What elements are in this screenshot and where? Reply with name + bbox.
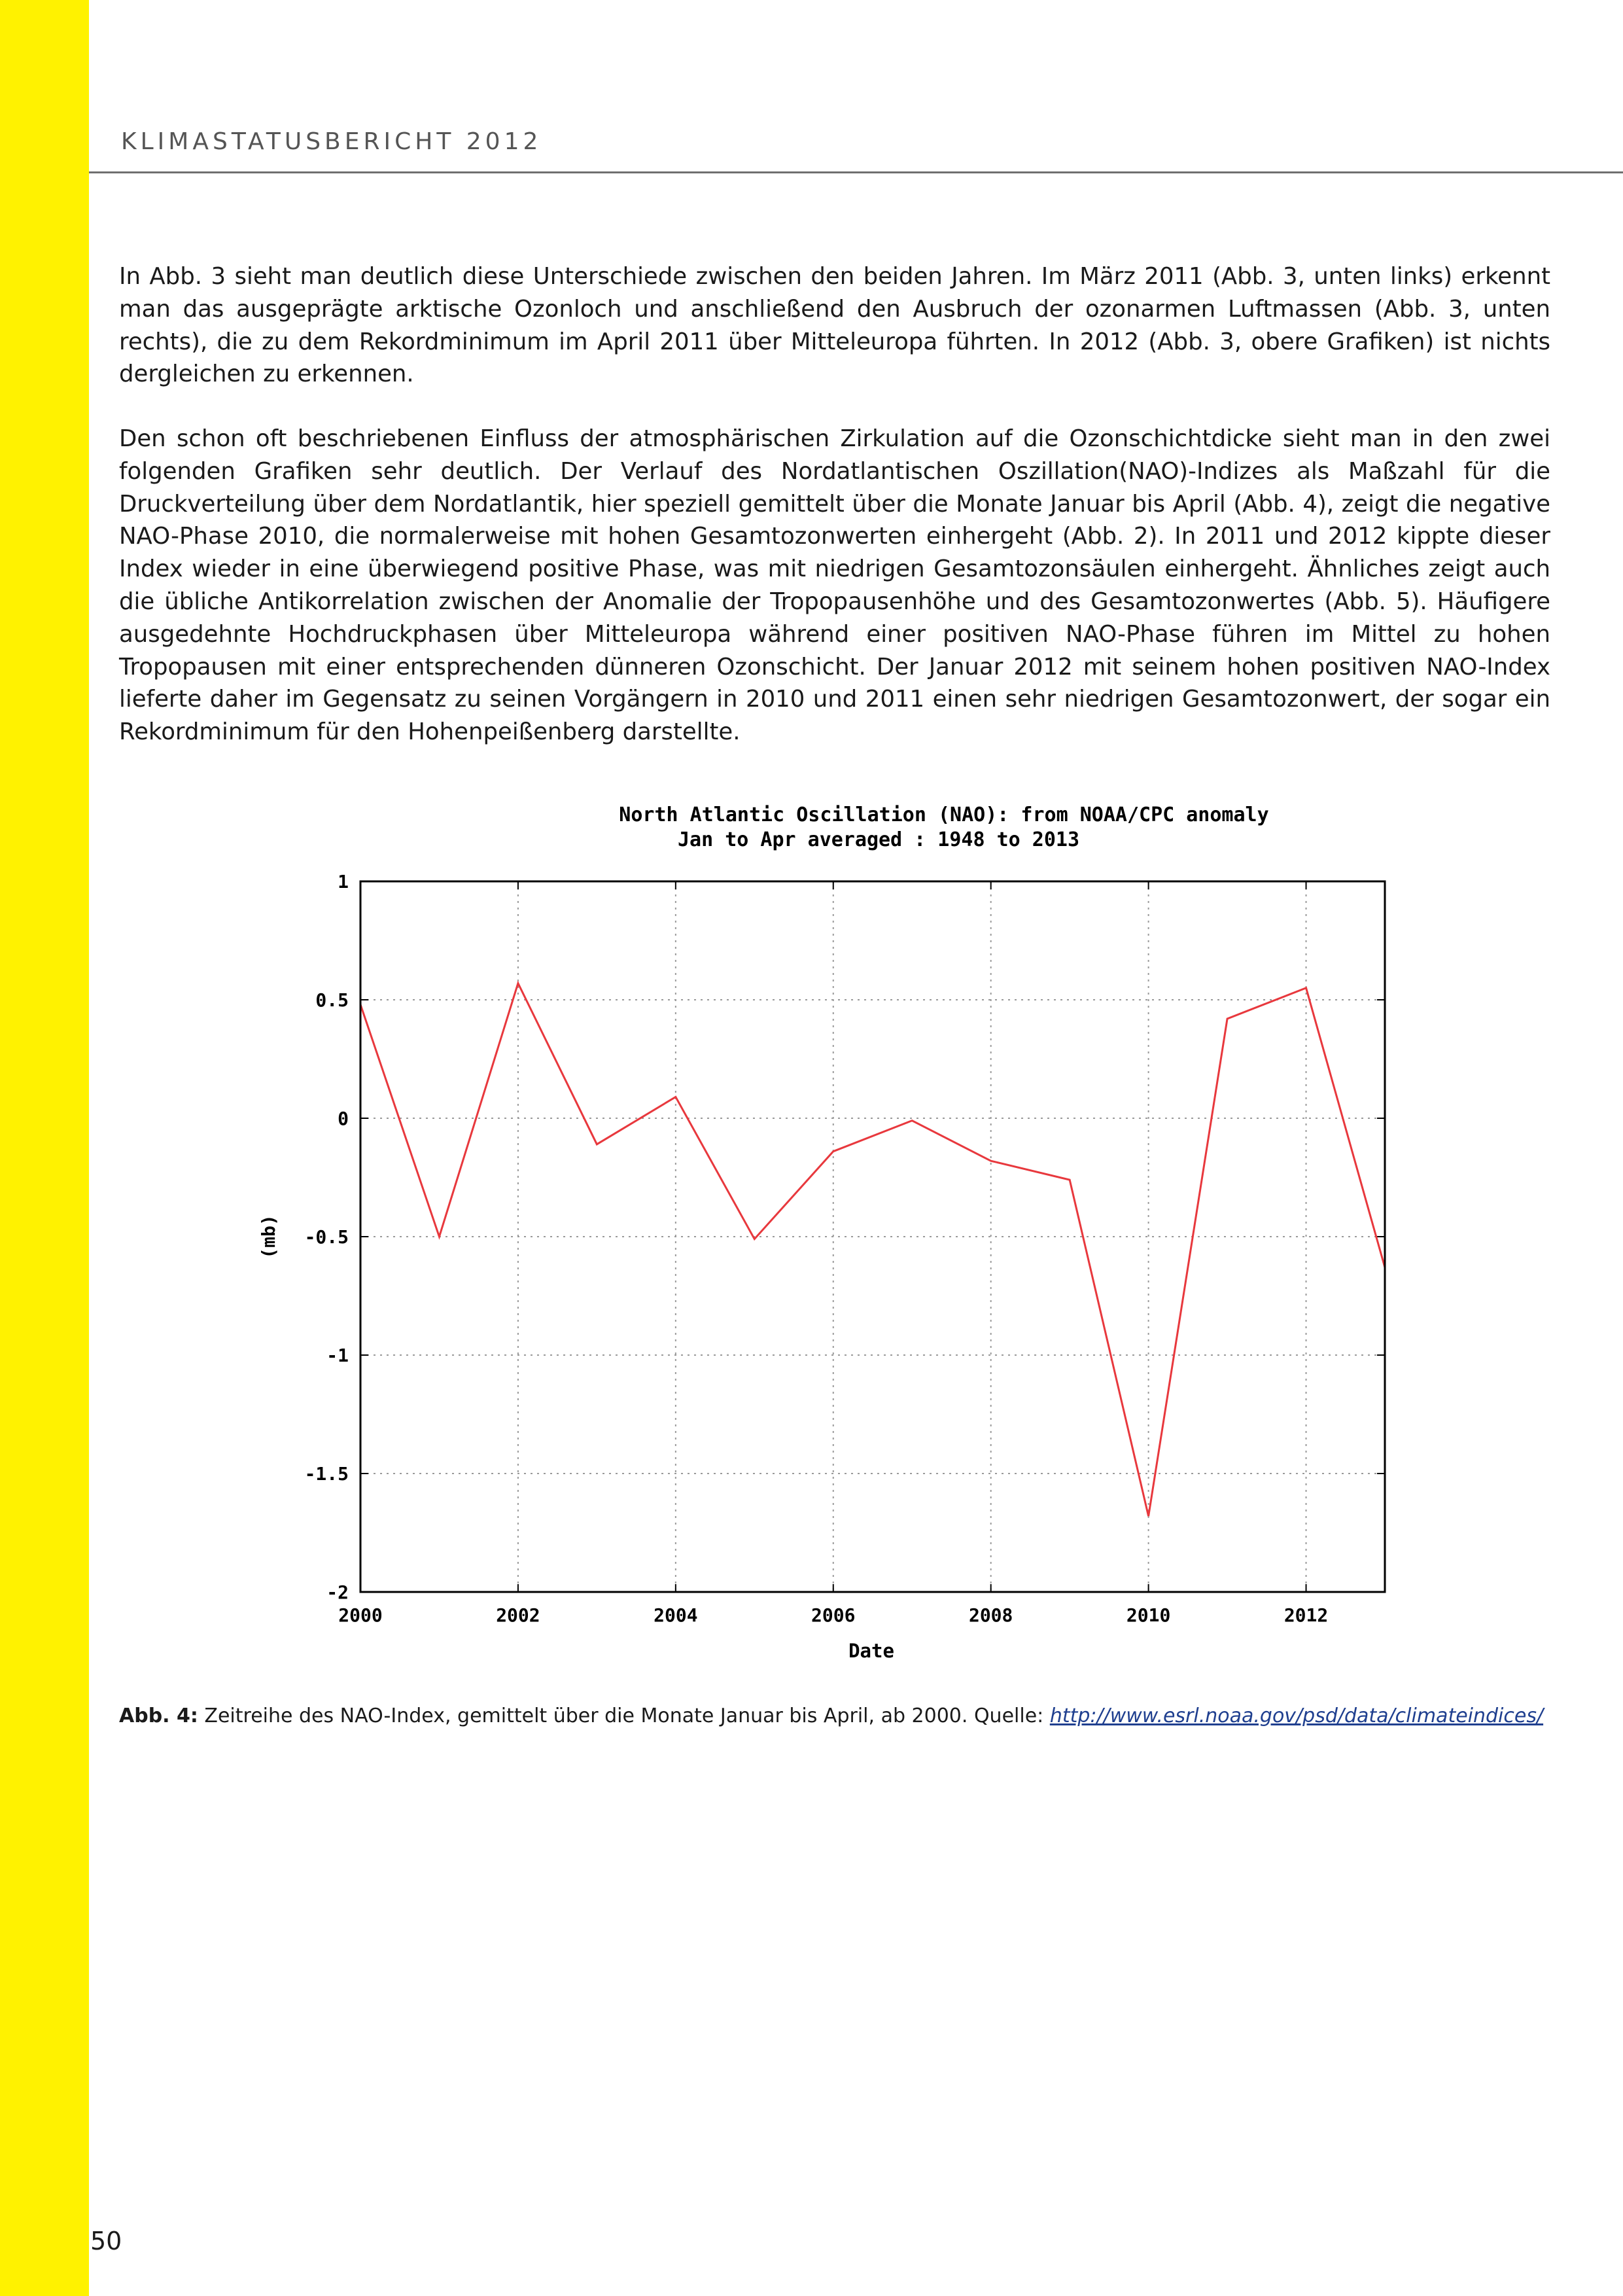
body-paragraph-2: Den schon oft beschriebenen Einfluss der atmosphärischen Zirkulation auf die Ozonschichtdicke sieht man in den zwei folgenden Grafiken sehr deutlich. Der Verlauf des Nordatlantischen Oszillation(NAO)-Indizes als Maßzahl für die Druckverteilung über dem Nordatlantik, hier speziell gemittelt über die Monate Januar bis April (Abb. 4), zeigt die negative NAO-Phase 2010, die normalerweise mit hohen Gesamtozonwerten einhergeht (Abb. 2). In 2011 und 2012 kippte dieser Index wieder in eine überwiegend positive Phase, was mit niedrigen Gesamtozonsäulen einhergeht. Ähnliches zeigt auch die übliche Antikorrelation zwischen der Anomalie der Tropopausenhöhe und des Gesamtozonwertes (Abb. 5). Häufigere ausgedehnte Hochdruckphasen über Mitteleuropa während einer positiven NAO-Phase führen im Mittel zu hohen Tropopausen mit einer entsprechenden dünneren Ozonschicht. Der Januar 2012 mit seinem hohen positiven NAO-Index lieferte daher im Gegensatz zu seinen Vorgängern in 2010 und 2011 einen sehr niedrigen Gesamtozonwert, der sogar ein Rekordminimum für den Hohenpeißenberg darstellte.	[119, 425, 1550, 746]
figure-caption	[119, 1703, 1578, 1729]
chart-subtitle: Jan to Apr averaged : 1948 to 2013	[677, 828, 1080, 851]
x-tick-label: 2004	[654, 1604, 698, 1626]
caption-text: Zeitreihe des NAO-Index, gemittelt über die Monate Januar bis April, ab 2000. Quelle:	[198, 1704, 1050, 1727]
x-tick-label: 2012	[1283, 1604, 1329, 1626]
y-tick-label: -0.5	[304, 1226, 349, 1248]
x-tick-label: 2010	[1126, 1604, 1171, 1626]
chart-gridlines	[360, 881, 1385, 1592]
nao-series-line	[360, 983, 1385, 1517]
x-tick-label: 2002	[496, 1604, 540, 1626]
y-tick-label: -1.5	[304, 1463, 349, 1485]
x-tick-label: 2000	[338, 1604, 383, 1626]
x-axis-label: Date	[848, 1640, 894, 1662]
y-tick-label: 0	[338, 1108, 349, 1129]
page-number: 50	[90, 2227, 122, 2255]
source-link[interactable]: http://www.esrl.noaa.gov/psd/data/climateindices/	[1049, 1704, 1544, 1727]
x-tick-label: 2006	[811, 1604, 856, 1626]
chart-title: North Atlantic Oscillation (NAO): from NOAA/CPC anomaly	[619, 804, 1269, 826]
header-divider	[89, 171, 1623, 173]
y-tick-label: 0.5	[315, 989, 349, 1011]
y-tick-label: 1	[338, 871, 349, 892]
running-header: KLIMASTATUSBERICHT 2012	[121, 128, 542, 155]
nao-chart	[242, 798, 1393, 1669]
x-tick-label: 2008	[968, 1604, 1013, 1626]
caption-label: Abb. 4:	[119, 1704, 198, 1727]
y-tick-label: -1	[326, 1345, 349, 1366]
margin-color-bar	[0, 0, 89, 2296]
y-tick-label: -2	[326, 1581, 349, 1603]
nao-line-chart	[242, 798, 1393, 1669]
body-paragraph-1: In Abb. 3 sieht man deutlich diese Unterschiede zwischen den beiden Jahren. Im März 2011 (Abb. 3, unten links) erkennt man das ausgeprägte arktische Ozonloch und anschließend den Ausbruch der ozonarmen Luftmassen (Abb. 3, unten rechts), die zu dem Rekordminimum im April 2011 über Mitteleuropa führten. In 2012 (Abb. 3, obere Grafiken) ist nichts dergleichen zu erkennen.	[119, 263, 1550, 388]
y-axis-label: (mb)	[258, 1214, 279, 1259]
